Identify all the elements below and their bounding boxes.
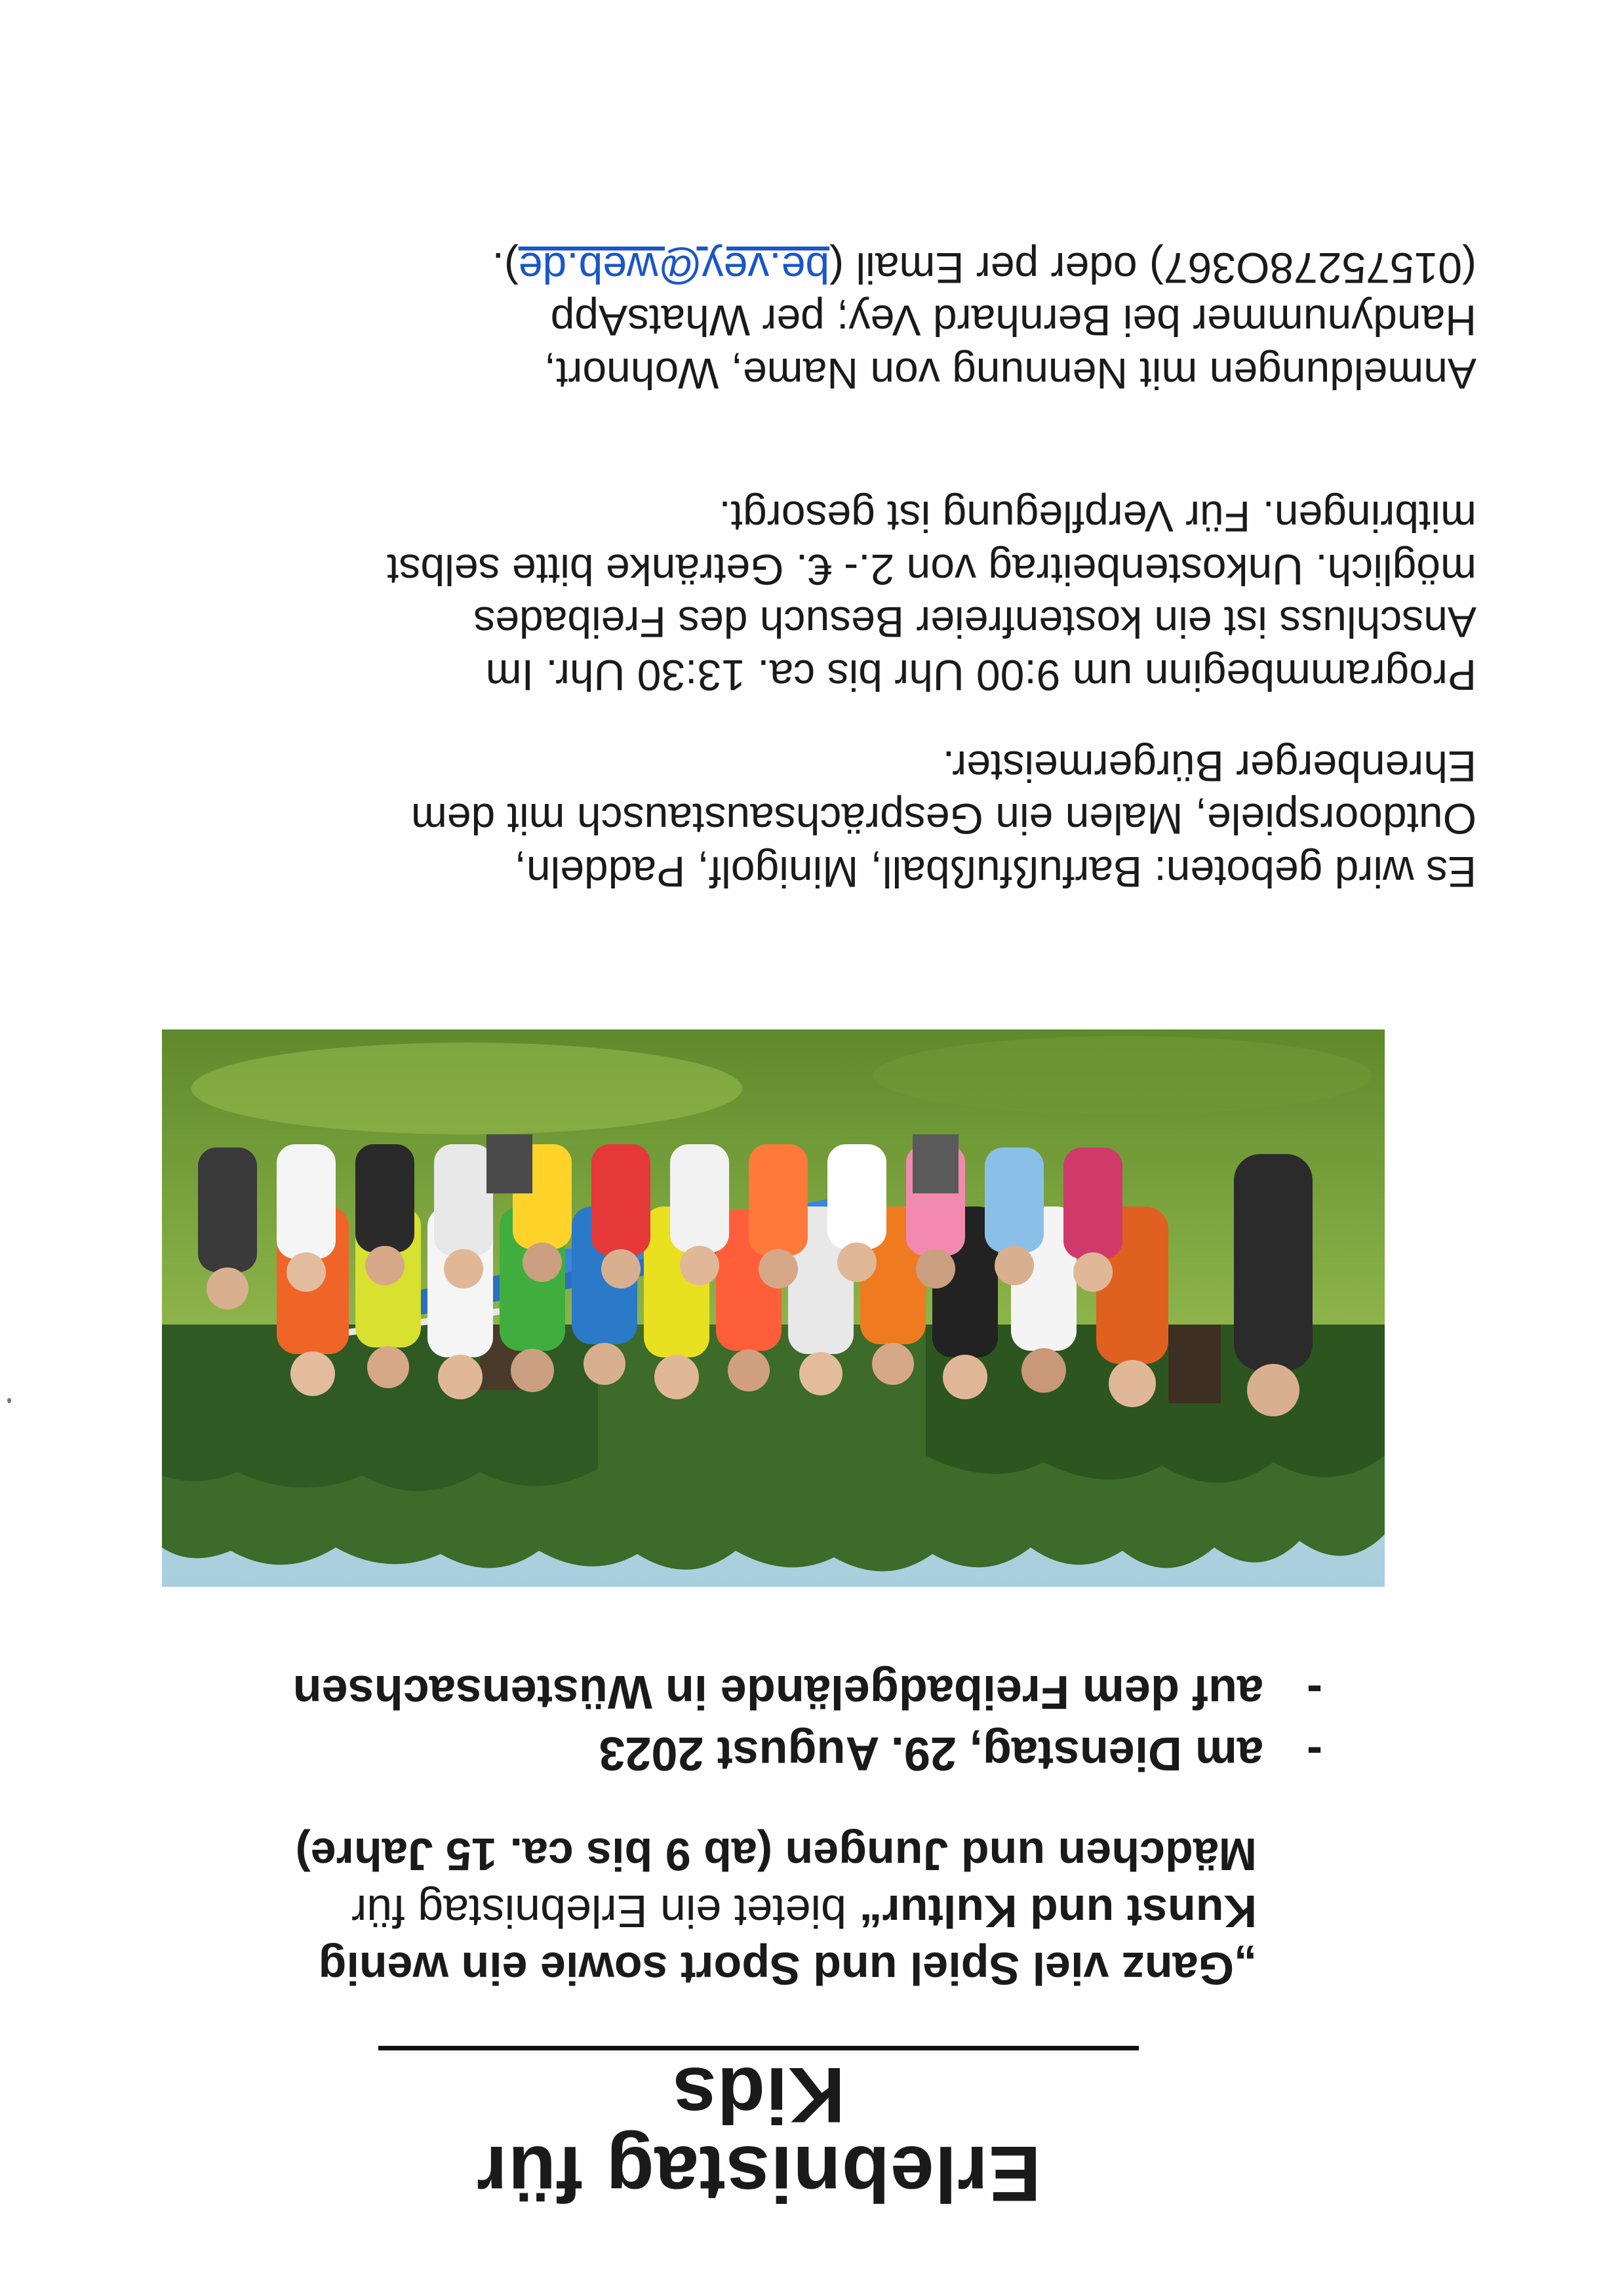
signup-paragraph bbox=[132, 241, 1476, 400]
program-line-4: mitbringen. Für Verpflegung ist gesorgt. bbox=[719, 492, 1476, 542]
detail-location bbox=[77, 1661, 1322, 1723]
scan-speck bbox=[7, 1398, 11, 1403]
detail-date-text: am Dienstag, 29. August 2023 bbox=[599, 1727, 1263, 1780]
flyer-title-block bbox=[378, 2046, 1139, 2218]
intro-line-1: „Ganz viel Spiel und Sport sowie ein wenig bbox=[318, 1943, 1257, 1994]
signup-line-3 bbox=[132, 241, 1476, 294]
signup-line-2: Handynummer bei Bernhard Vey; per WhatsApp bbox=[550, 296, 1476, 346]
program-line-1: Programmbeginn um 9:00 Uhr bis ca. 13:30 Uhr. Im bbox=[485, 651, 1476, 700]
intro-line-2-rest: bietet ein Erlebnistag für bbox=[351, 1886, 860, 1938]
detail-location-text: auf dem Freibadgelände in Wüstensachsen bbox=[292, 1666, 1263, 1719]
group-photo bbox=[162, 1029, 1385, 1587]
event-details bbox=[77, 1661, 1322, 1784]
intro-line-2 bbox=[77, 1883, 1257, 1940]
email-link[interactable]: be.vey@web.de bbox=[518, 243, 830, 292]
bullet-dash: - bbox=[1307, 1666, 1322, 1719]
offer-line-2: Outdoorspiele, Malen ein Gesprächsaustausch mit dem bbox=[410, 795, 1476, 844]
intro-line-3: Mädchen und Jungen (ab 9 bis ca. 15 Jahre) bbox=[295, 1829, 1257, 1881]
signup-line-3-post: ). bbox=[492, 243, 519, 292]
intro-paragraph bbox=[77, 1826, 1257, 1997]
flyer-title: Erlebnistag für Kids bbox=[378, 2046, 1139, 2213]
offer-line-3: Ehrenberger Bürgermeister. bbox=[942, 742, 1476, 791]
intro-line-2-bold: Kunst und Kultur“ bbox=[859, 1886, 1257, 1938]
offer-line-1: Es wird geboten: Barfußfußball, Minigolf, Paddeln, bbox=[514, 848, 1476, 896]
signup-line-1: Anmeldungen mit Nennung von Name, Wohnort, bbox=[544, 349, 1476, 398]
detail-date bbox=[77, 1722, 1322, 1784]
program-line-3: möglich. Unkostenbeitrag von 2.- €. Getränke bitte selbst bbox=[387, 545, 1476, 594]
signup-line-3-pre: (01575278O367) oder per Email ( bbox=[829, 243, 1476, 292]
group-photo-icon bbox=[162, 1029, 1385, 1587]
offer-paragraph bbox=[132, 740, 1476, 898]
bullet-dash: - bbox=[1307, 1727, 1322, 1780]
program-paragraph bbox=[132, 490, 1476, 702]
program-line-2: Anschluss ist ein kostenfreier Besuch des Freibades bbox=[473, 598, 1476, 647]
